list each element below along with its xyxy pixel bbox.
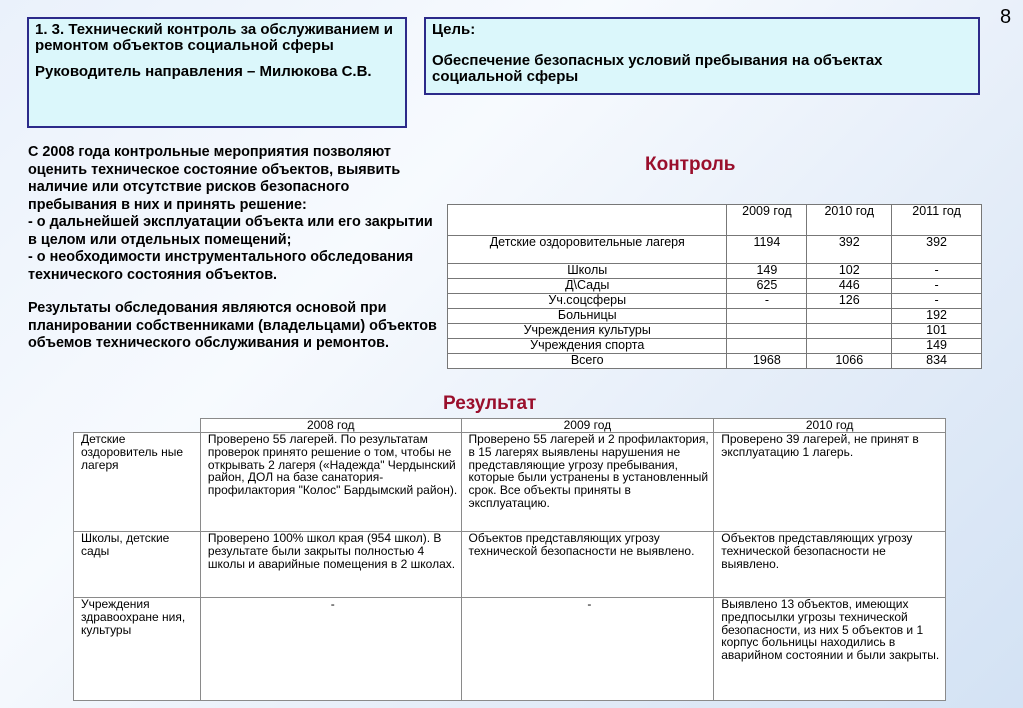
table-cell: 192 (892, 309, 982, 324)
control-heading: Контроль (645, 154, 736, 175)
table-cell: 392 (892, 236, 982, 264)
goal-text: Обеспечение безопасных условий пребывания на объектах социальной сферы (432, 52, 883, 85)
table-cell: Школы (448, 264, 727, 279)
table-cell: Объектов представляющих угрозу технической безопасности не выявлено. (461, 532, 714, 598)
table-cell: Учреждения здравоохране ния, культуры (74, 598, 201, 701)
table-header-row (448, 205, 982, 236)
table-header-row (74, 419, 946, 433)
table-row (74, 433, 946, 532)
table-cell: 625 (727, 279, 807, 294)
table-cell: - (461, 598, 714, 701)
table-cell: Всего (448, 354, 727, 369)
results-paragraph: Результаты обследования являются основой при планировании собственниками (владельцами) объектов объемов технического обслуживания и ремонтов. (28, 300, 437, 351)
section-title-box (27, 17, 407, 128)
section-head: Руководитель направления – Милюкова С.В. (35, 63, 372, 80)
table-cell: 126 (807, 294, 892, 309)
page-number: 8 (1000, 6, 1012, 28)
table-row (448, 236, 982, 264)
table-header-cell: 2011 год (892, 205, 982, 236)
table-cell: - (892, 279, 982, 294)
table-cell: - (200, 598, 461, 701)
table-cell: - (727, 294, 807, 309)
table-cell: 1968 (727, 354, 807, 369)
table-cell: Д\Сады (448, 279, 727, 294)
body-text (28, 144, 438, 353)
table-cell: 1194 (727, 236, 807, 264)
table-cell: Проверено 100% школ края (954 школ). В результате были закрыты полностью 4 школы и аварийные помещения в 2 школах. (200, 532, 461, 598)
table-cell: 446 (807, 279, 892, 294)
table-cell (74, 419, 201, 433)
table-row (448, 279, 982, 294)
table-cell (448, 205, 727, 236)
table-cell: Проверено 39 лагерей, не принят в эксплуатацию 1 лагерь. (714, 433, 946, 532)
table-cell: Уч.соцсферы (448, 294, 727, 309)
table-row (448, 339, 982, 354)
table-cell: 149 (892, 339, 982, 354)
table-row (74, 532, 946, 598)
table-header-cell: 2010 год (714, 419, 946, 433)
table-row (74, 598, 946, 701)
table-header-cell: 2010 год (807, 205, 892, 236)
table-header-cell: 2009 год (727, 205, 807, 236)
result-heading: Результат (443, 393, 537, 414)
table-cell: Школы, детские сады (74, 532, 201, 598)
table-row (448, 309, 982, 324)
result-table (73, 418, 946, 701)
table-cell (807, 309, 892, 324)
goal-box (424, 17, 980, 95)
table-cell: Выявлено 13 объектов, имеющих предпосылки угрозы технической безопасности, из них 5 объектов и 1 корпус больницы находились в аварийном состоянии и были закрыты. (714, 598, 946, 701)
table-row (448, 264, 982, 279)
table-cell: 834 (892, 354, 982, 369)
table-cell (807, 324, 892, 339)
body-bullet: - о дальнейшей эксплуатации объекта или его закрытии в целом или отдельных помещений; (28, 214, 433, 248)
body-paragraph: С 2008 года контрольные мероприятия позволяют оценить техническое состояние объектов, выявить наличие или отсутствие рисков безопасного пребывания в них и принять решение: (28, 144, 401, 213)
table-header-cell: 2009 год (461, 419, 714, 433)
table-cell: Проверено 55 лагерей. По результатам проверок принято решение о том, чтобы не открывать 2 лагеря («Надежда" Чердынский район, ДОЛ на базе санатория-профилактория "Колос" Бардымский район). (200, 433, 461, 532)
table-cell: Детские оздоровительные лагеря (448, 236, 727, 264)
table-cell (727, 339, 807, 354)
table-cell: Больницы (448, 309, 727, 324)
table-cell: 101 (892, 324, 982, 339)
table-cell (727, 309, 807, 324)
table-cell: 149 (727, 264, 807, 279)
table-cell: - (892, 294, 982, 309)
control-table (447, 204, 982, 369)
table-total-row (448, 354, 982, 369)
table-cell (727, 324, 807, 339)
goal-label: Цель: (432, 21, 476, 38)
table-cell: Детские оздоровитель ные лагеря (74, 433, 201, 532)
table-cell: Учреждения культуры (448, 324, 727, 339)
body-bullet: - о необходимости инструментального обследования технического состояния объектов. (28, 249, 414, 283)
table-cell: 1066 (807, 354, 892, 369)
table-cell: Объектов представляющих угрозу технической безопасности не выявлено. (714, 532, 946, 598)
table-cell: 102 (807, 264, 892, 279)
table-cell (807, 339, 892, 354)
table-cell: 392 (807, 236, 892, 264)
table-row (448, 294, 982, 309)
section-title: 1. 3. Технический контроль за обслуживанием и ремонтом объектов социальной сферы (35, 21, 393, 54)
table-header-cell: 2008 год (200, 419, 461, 433)
table-cell: Учреждения спорта (448, 339, 727, 354)
table-row (448, 324, 982, 339)
table-cell: - (892, 264, 982, 279)
table-cell: Проверено 55 лагерей и 2 профилактория, в 15 лагерях выявлены нарушения не представляющие угрозу пребывания, которые были устранены в установленный срок. Все объекты приняты в эксплуатацию. (461, 433, 714, 532)
